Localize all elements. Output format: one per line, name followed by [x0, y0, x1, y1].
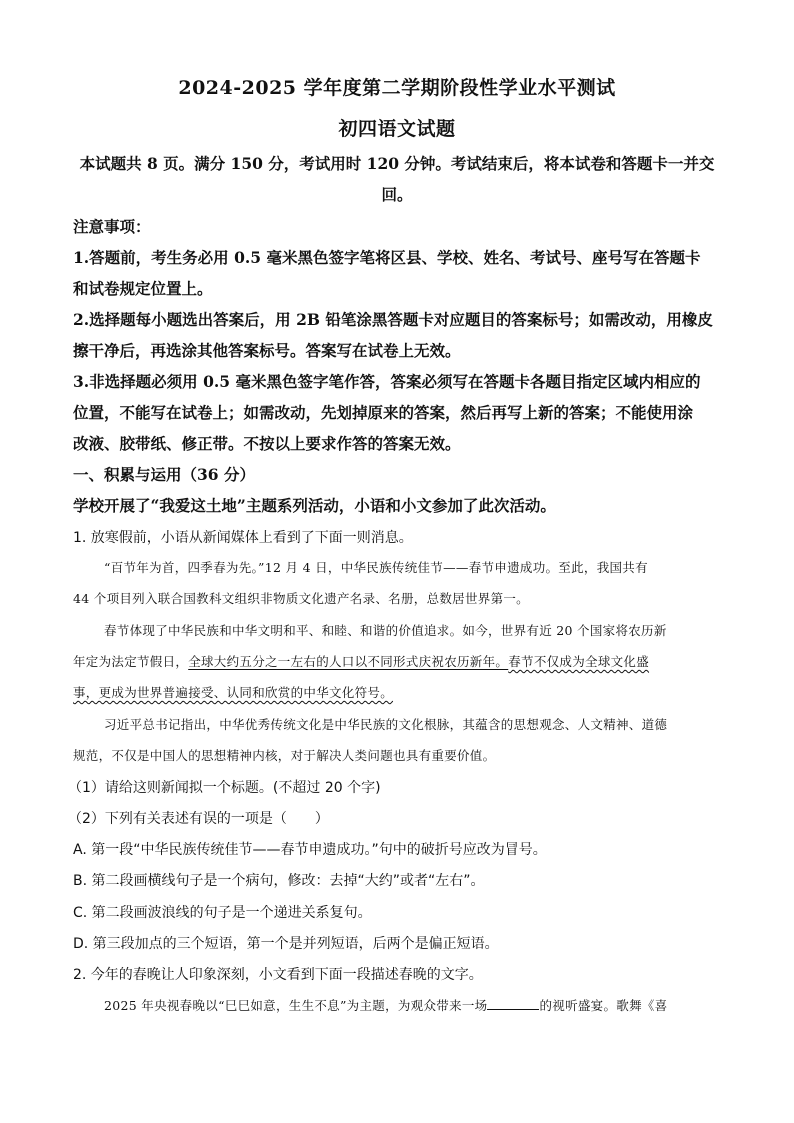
notice-item-3-cont-1: 位置，不能写在试卷上；如需改动，先划掉原来的答案，然后再写上新的答案；不能使用涂: [73, 403, 694, 422]
activity-intro: 学校开展了“我爱这土地”主题系列活动，小语和小文参加了此次活动。: [73, 496, 556, 515]
wavy-underlined-sentence-cont: 事，更成为世界普遍接受、认同和欣赏的中华文化符号。: [73, 685, 394, 700]
notice-item-1: 1.答题前，考生务必用 0.5 毫米黑色签字笔将区县、学校、姓名、考试号、座号写在答题卡: [73, 248, 701, 267]
section-heading: 一、积累与运用（36 分）: [73, 465, 255, 484]
exam-subtitle: 初四语文试题: [338, 118, 456, 140]
notice-item-1-cont: 和试卷规定位置上。: [73, 279, 213, 298]
intro-line-1: 本试题共 8 页。满分 150 分，考试用时 120 分钟。考试结束后，将本试卷和答题卡一并交: [79, 154, 715, 173]
passage-text-cont: 的视听盛宴。歌舞《喜: [539, 998, 668, 1013]
underlined-sentence: 全球大约五分之一左右的人口以不同形式庆祝农历新年。: [188, 654, 509, 669]
exam-title: 2024-2025 学年度第二学期阶段性学业水平测试: [178, 77, 616, 99]
option-a: A. 第一段“中华民族传统佳节——春节申遗成功。”句中的破折号应改为冒号。: [73, 842, 547, 858]
option-d: D. 第三段加点的三个短语，第一个是并列短语，后两个是偏正短语。: [73, 936, 499, 952]
news-paragraph-2-line-3: [73, 683, 393, 701]
intro-line-2: 回。: [381, 185, 413, 204]
notice-heading: 注意事项：: [73, 217, 151, 236]
option-c: C. 第二段画波浪线的句子是一个递进关系复句。: [73, 905, 372, 921]
news-paragraph-2: 春节体现了中华民族和中华文明和平、和睦、和谐的价值追求。如今，世界有近 20 个国家将农历新: [104, 623, 667, 638]
notice-item-2: 2.选择题每小题选出答案后，用 2B 铅笔涂黑答题卡对应题目的答案标号；如需改动，用橡皮: [73, 310, 713, 329]
question-2-stem: 2. 今年的春晚让人印象深刻，小文看到下面一段描述春晚的文字。: [73, 967, 483, 983]
notice-item-3-cont-2: 改液、胶带纸、修正带。不按以上要求作答的答案无效。: [73, 434, 461, 453]
notice-item-2-cont: 擦干净后，再选涂其他答案标号。答案写在试卷上无效。: [73, 341, 461, 360]
question-1-sub-2: （2）下列有关表述有误的一项是（ ）: [68, 811, 329, 827]
fill-in-blank: [487, 997, 539, 1010]
question-2-passage: [104, 996, 667, 1014]
wavy-underlined-sentence: 春节不仅成为全球文化盛: [508, 654, 650, 669]
question-1-sub-1: （1）请给这则新闻拟一个标题。(不超过 20 个字): [68, 780, 381, 796]
news-plain-text: 年定为法定节假日，: [73, 654, 189, 669]
notice-item-3: 3.非选择题必须用 0.5 毫米黑色签字笔作答，答案必须写在答题卡各题目指定区域内相应的: [73, 372, 701, 391]
news-paragraph-1-cont: 44 个项目列入联合国教科文组织非物质文化遗产名录、名册，总数居世界第一。: [73, 591, 529, 606]
news-paragraph-2-line-2: [73, 652, 649, 670]
news-paragraph-1: “百节年为首，四季春为先。”12 月 4 日，中华民族传统佳节——春节申遗成功。至此，我国共有: [104, 560, 648, 575]
news-paragraph-3-cont: 规范，不仅是中国人的思想精神内核，对于解决人类问题也具有重要价值。: [73, 748, 496, 763]
question-1-stem: 1. 放寒假前，小语从新闻媒体上看到了下面一则消息。: [73, 530, 413, 546]
news-paragraph-3: 习近平总书记指出，中华优秀传统文化是中华民族的文化根脉，其蕴含的思想观念、人文精神、道德: [104, 717, 668, 732]
option-b: B. 第二段画横线句子是一个病句，修改：去掉“大约”或者“左右”。: [73, 873, 485, 889]
passage-text: 2025 年央视春晚以“巳巳如意，生生不息”为主题，为观众带来一场: [104, 998, 488, 1013]
